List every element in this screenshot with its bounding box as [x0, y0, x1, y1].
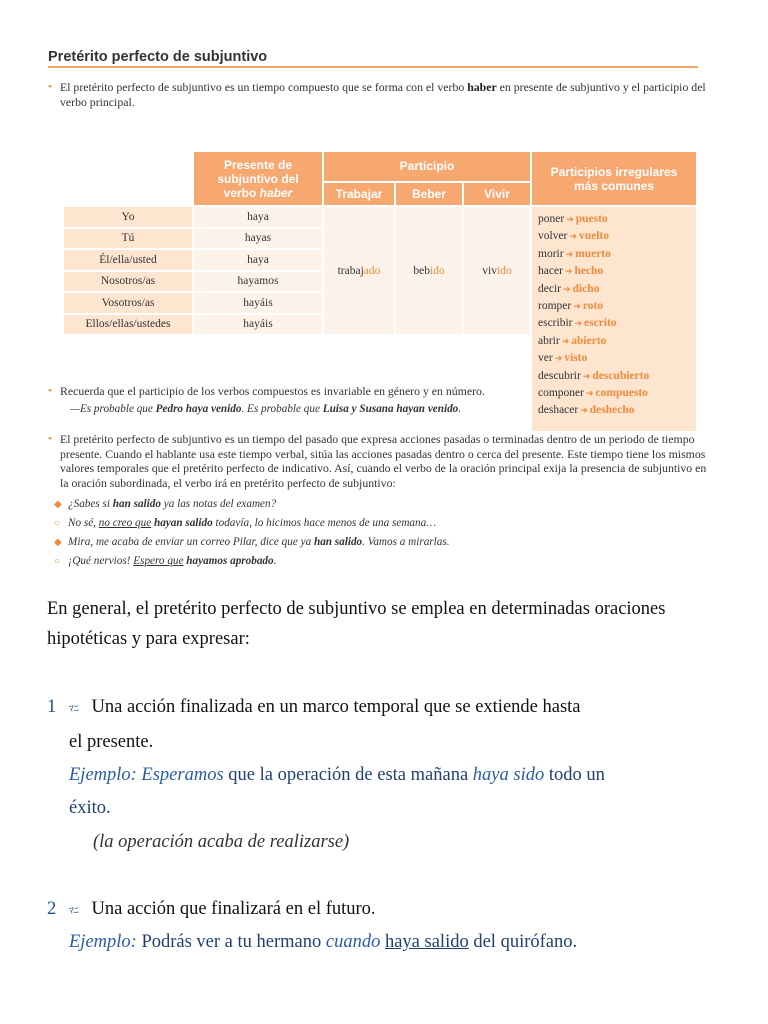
item-number: 2 [47, 899, 57, 919]
item-text: Una acción que finalizará en el futuro. [91, 899, 376, 919]
pronoun-cell: Vosotros/as [64, 293, 192, 313]
irregular-item: ver ➜ visto [538, 352, 588, 365]
arrow-icon: ➜ [566, 214, 574, 224]
remember-text: Recuerda que el participio de los verbos compuestos es invariable en género y en número. [60, 384, 485, 398]
dialogue-line: ◆ Mira, me acaba de enviar un correo Pilar, dice que ya han salido. Vamos a mirarlas. [54, 536, 450, 548]
irregular-item: abrir ➜ abierto [538, 334, 607, 347]
arrow-icon: ➜ [580, 405, 588, 416]
item-1-example-end: éxito. [69, 798, 111, 818]
arrow-icon: ➜ [554, 353, 563, 364]
irregular-item: componer ➜ compuesto [538, 387, 648, 400]
irregular-item: descubrir ➜ descubierto [538, 369, 650, 382]
pronoun-cell: Ellos/ellas/ustedes [64, 315, 192, 335]
pronoun-cell: Yo [64, 207, 192, 227]
list-marker-icon: ﾏﾆ [68, 704, 79, 716]
item-1-heading [47, 697, 581, 718]
arrow-icon: ➜ [574, 318, 583, 329]
form-cell: hayáis [194, 293, 322, 313]
arrow-icon: ➜ [564, 266, 573, 277]
irregular-item: decir ➜ dicho [538, 282, 600, 295]
header-presente: Presente de subjuntivo del verbo haber [194, 152, 322, 205]
item-number: 1 [47, 697, 57, 717]
intro-text: El pretérito perfecto de subjuntivo es un tiempo compuesto que se forma con el verbo haber en presente de subjuntivo y el participio del verbo principal. [60, 80, 706, 109]
arrow-icon: ➜ [573, 301, 581, 312]
pronoun-cell: Tú [64, 229, 192, 249]
arrow-icon: ➜ [585, 388, 594, 399]
remember-example: —Es probable que Pedro haya venido. Es probable que Luisa y Susana hayan venido. [70, 403, 462, 415]
irregular-participles-list [532, 207, 696, 431]
participle-trabajar: trabajado [324, 207, 394, 334]
irregular-item: poner ➜ puesto [538, 213, 608, 225]
hollow-circle-icon: ○ [54, 518, 61, 529]
header-verb-vivir: Vivir [464, 183, 530, 205]
filled-diamond-icon: ◆ [54, 537, 62, 548]
usage-bullet [48, 432, 708, 490]
irregular-item: romper ➜ roto [538, 300, 603, 313]
irregular-item: morir ➜ muerto [538, 247, 611, 260]
header-irregulares: Participios irregulares más comunes [532, 152, 696, 205]
header-verb-beber: Beber [396, 183, 462, 205]
arrow-icon: ➜ [565, 248, 574, 259]
dialogue-line: ○ ¡Qué nervios! Espero que hayamos aprobado. [54, 555, 277, 567]
header-verb-trabajar: Trabajar [324, 183, 394, 205]
arrow-icon: ➜ [569, 231, 577, 242]
participle-beber: bebido [396, 207, 462, 334]
arrow-icon: ➜ [582, 370, 591, 381]
bullet-dot-icon: • [48, 433, 52, 445]
form-cell: hayamos [194, 272, 322, 292]
intro-bullet [48, 80, 708, 109]
remember-bullet [48, 384, 518, 399]
irregular-item: deshacer ➜ deshecho [538, 404, 635, 417]
pronoun-cell: Él/ella/usted [64, 250, 192, 270]
hollow-circle-icon: ○ [54, 556, 61, 567]
irregular-item: escribir ➜ escrito [538, 317, 617, 330]
section-title: Pretérito perfecto de subjuntivo [48, 49, 268, 65]
form-cell: hayáis [194, 315, 322, 335]
usage-text: El pretérito perfecto de subjuntivo es un tiempo del pasado que expresa acciones pasadas o terminadas dentro de un periodo de tiempo presente. Cuando el hablante usa este tiempo verbal, sitúa las acciones pasadas dentro o cerca del presente. Este tiempo tiene los mismos valores temporales que el pretérito perfecto de indicativo. Así, cuando el verbo de la oración principal exija la presencia de subjuntivo en la oración subordinada, el verbo irá en pretérito perfecto de subjuntivo: [60, 432, 707, 490]
irregular-item: volver ➜ vuelto [538, 230, 609, 243]
header-participio: Participio [324, 152, 530, 181]
item-text: Una acción finalizada en un marco temporal que se extiende hasta [91, 697, 581, 717]
item-1-example: Ejemplo: Esperamos que la operación de esta mañana haya sido todo un [69, 765, 605, 785]
dialogue-line: ◆ ¿Sabes si han salido ya las notas del examen? [54, 498, 277, 510]
arrow-icon: ➜ [561, 335, 570, 346]
item-1-note: (la operación acaba de realizarse) [93, 832, 350, 852]
item-2-example: Ejemplo: Podrás ver a tu hermano cuando haya salido del quirófano. [69, 932, 578, 952]
title-rule [48, 66, 698, 68]
item-1-continuation: el presente. [69, 732, 154, 752]
list-marker-icon: ﾏﾆ [68, 906, 79, 918]
form-cell: haya [194, 207, 322, 227]
item-2-heading [47, 899, 376, 920]
pronoun-cell: Nosotros/as [64, 272, 192, 292]
arrow-icon: ➜ [562, 283, 571, 294]
general-paragraph: En general, el pretérito perfecto de subjuntivo se emplea en determinadas oraciones hipotéticas y para expresar: [47, 599, 666, 649]
irregular-item: hacer ➜ hecho [538, 265, 604, 278]
participle-vivir: vivido [464, 207, 530, 334]
form-cell: hayas [194, 229, 322, 249]
bullet-dot-icon: • [48, 81, 52, 93]
bullet-dot-icon: • [48, 385, 52, 397]
filled-diamond-icon: ◆ [54, 499, 62, 510]
form-cell: haya [194, 250, 322, 270]
dialogue-line: ○ No sé, no creo que hayan salido todavía, lo hicimos hace menos de una semana… [54, 517, 437, 529]
